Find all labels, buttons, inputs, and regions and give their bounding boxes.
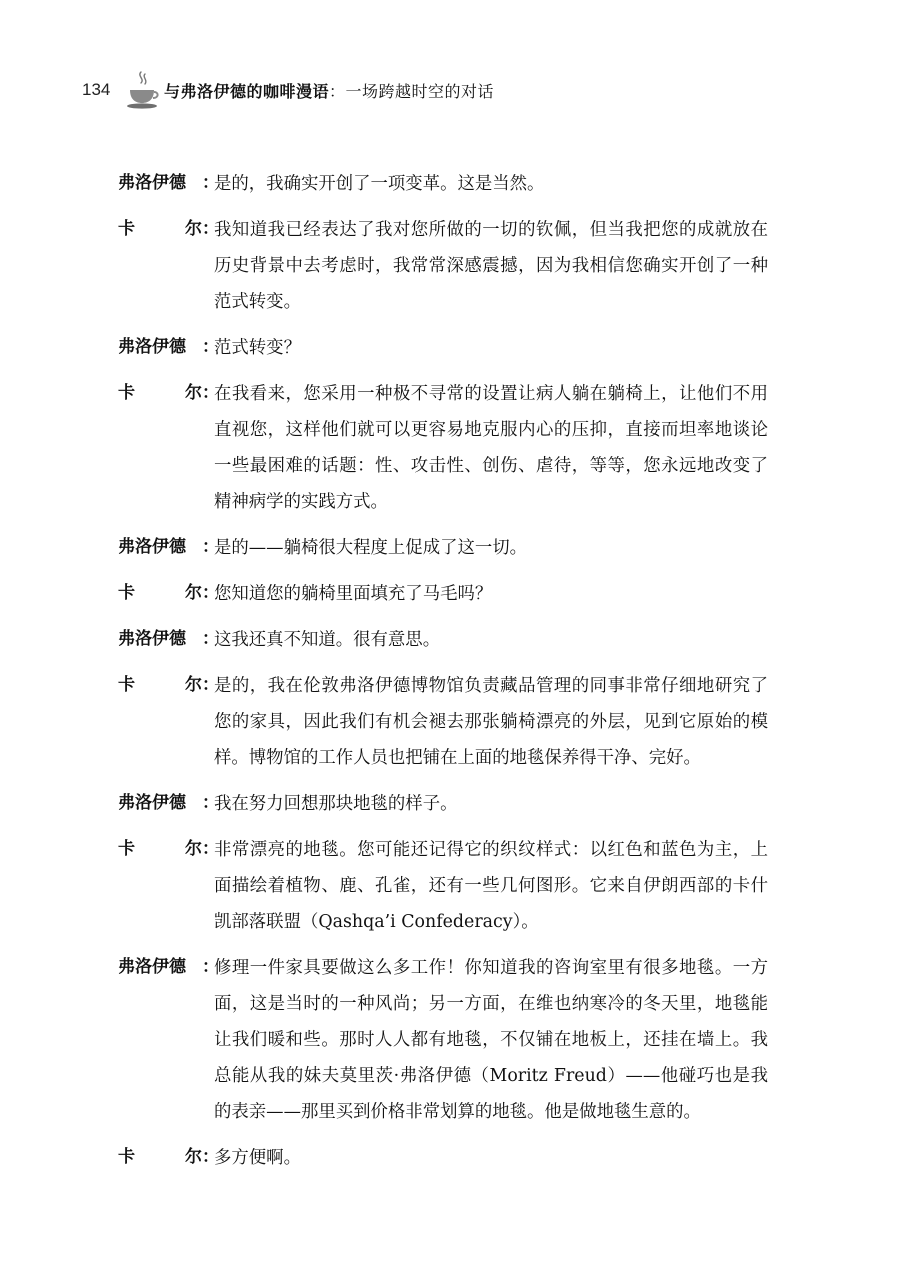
speaker-colon: ：	[202, 675, 219, 695]
speaker-colon: ：	[202, 583, 219, 603]
speaker-label	[118, 622, 219, 658]
speaker-label	[118, 786, 219, 822]
dialogue-entry	[118, 622, 768, 658]
speaker-colon: ：	[202, 793, 219, 813]
speaker-label	[118, 376, 219, 520]
speaker-name-part: 卡	[118, 219, 135, 239]
page-number: 134	[82, 80, 111, 99]
speaker-name	[118, 1140, 202, 1176]
speaker-colon: ：	[202, 173, 219, 193]
speaker-name: 弗洛伊德	[118, 537, 186, 557]
speaker-label	[118, 166, 219, 202]
speaker-colon: ：	[202, 629, 219, 649]
speaker-name-part: 尔	[185, 583, 202, 603]
speaker-name-part: 卡	[118, 675, 135, 695]
speech-text: 我知道我已经表达了我对您所做的一切的钦佩，但当我把您的成就放在历史背景中去考虑时，我常常深感震撼，因为我相信您确实开创了一种范式转变。	[214, 220, 768, 312]
speaker-label	[118, 950, 219, 1130]
speaker-name-part: 卡	[118, 383, 135, 403]
dialogue-entry	[118, 1140, 768, 1176]
speaker-label	[118, 530, 219, 566]
book-title-main: 与弗洛伊德的咖啡漫语	[164, 81, 330, 101]
speech-text: 我在努力回想那块地毯的样子。	[214, 794, 458, 814]
speaker-label	[118, 576, 219, 612]
speech-text: 在我看来，您采用一种极不寻常的设置让病人躺在躺椅上，让他们不用直视您，这样他们就可以更容易地克服内心的压抑，直接而坦率地谈论一些最困难的话题：性、攻击性、创伤、虐待，等等，您永远地改变了精神病学的实践方式。	[214, 384, 768, 512]
speaker-name	[118, 212, 202, 320]
speech-text: 您知道您的躺椅里面填充了马毛吗？	[214, 584, 493, 604]
speaker-name-part: 卡	[118, 839, 135, 859]
speech-text: 是的，我在伦敦弗洛伊德博物馆负责藏品管理的同事非常仔细地研究了您的家具，因此我们有机会褪去那张躺椅漂亮的外层，见到它原始的模样。博物馆的工作人员也把铺在上面的地毯保养得干净、完好。	[214, 676, 768, 768]
speaker-name: 弗洛伊德	[118, 793, 186, 813]
speaker-colon: ：	[202, 337, 219, 357]
speaker-name-part: 卡	[118, 583, 135, 603]
speaker-label	[118, 212, 219, 320]
dialogue-body	[118, 166, 768, 1186]
speech-text: 这我还真不知道。很有意思。	[214, 630, 441, 650]
speaker-colon: ：	[202, 537, 219, 557]
speaker-colon: ：	[202, 219, 219, 239]
dialogue-entry	[118, 832, 768, 940]
dialogue-entry	[118, 212, 768, 320]
dialogue-entry	[118, 786, 768, 822]
speech-text: 非常漂亮的地毯。您可能还记得它的织纹样式：以红色和蓝色为主，上面描绘着植物、鹿、孔雀，还有一些几何图形。它来自伊朗西部的卡什凯部落联盟（Qashqa’i Confederacy）。	[214, 840, 768, 932]
speaker-name: 弗洛伊德	[118, 337, 186, 357]
speaker-label	[118, 1140, 219, 1176]
speaker-name: 弗洛伊德	[118, 957, 186, 977]
dialogue-entry	[118, 668, 768, 776]
speaker-label	[118, 832, 219, 940]
speech-text: 是的，我确实开创了一项变革。这是当然。	[214, 174, 545, 194]
book-subtitle: ：一场跨越时空的对话	[329, 81, 495, 101]
dialogue-entry	[118, 376, 768, 520]
speaker-name: 弗洛伊德	[118, 629, 186, 649]
speaker-colon: ：	[202, 839, 219, 859]
speaker-name	[118, 668, 202, 776]
dialogue-entry	[118, 530, 768, 566]
speech-text: 是的——躺椅很大程度上促成了这一切。	[214, 538, 528, 558]
speech-text: 多方便啊。	[214, 1148, 301, 1168]
speaker-name-part: 尔	[185, 1147, 202, 1167]
dialogue-entry	[118, 166, 768, 202]
speaker-colon: ：	[202, 1147, 219, 1167]
speaker-name-part: 尔	[185, 839, 202, 859]
speaker-name-part: 尔	[185, 383, 202, 403]
dialogue-entry	[118, 576, 768, 612]
dialogue-entry	[118, 330, 768, 366]
speaker-name	[118, 376, 202, 520]
speaker-name	[118, 576, 202, 612]
book-title	[164, 79, 494, 102]
speaker-colon: ：	[202, 383, 219, 403]
speaker-name-part: 卡	[118, 1147, 135, 1167]
speaker-name	[118, 832, 202, 940]
speaker-name: 弗洛伊德	[118, 173, 186, 193]
page-header	[82, 68, 494, 112]
speaker-colon: ：	[202, 957, 219, 977]
speaker-name-part: 尔	[185, 675, 202, 695]
dialogue-entry	[118, 950, 768, 1130]
speaker-label	[118, 330, 219, 366]
coffee-cup-icon	[124, 70, 160, 110]
speech-text: 修理一件家具要做这么多工作！你知道我的咨询室里有很多地毯。一方面，这是当时的一种风尚；另一方面，在维也纳寒冷的冬天里，地毯能让我们暖和些。那时人人都有地毯，不仅铺在地板上，还挂在墙上。我总能从我的妹夫莫里茨·弗洛伊德（Moritz Freud）——他碰巧也是我的表亲——那里买到价格非常划算的地毯。他是做地毯生意的。	[214, 958, 768, 1122]
speaker-name-part: 尔	[185, 219, 202, 239]
speech-text: 范式转变？	[214, 338, 301, 358]
speaker-label	[118, 668, 219, 776]
